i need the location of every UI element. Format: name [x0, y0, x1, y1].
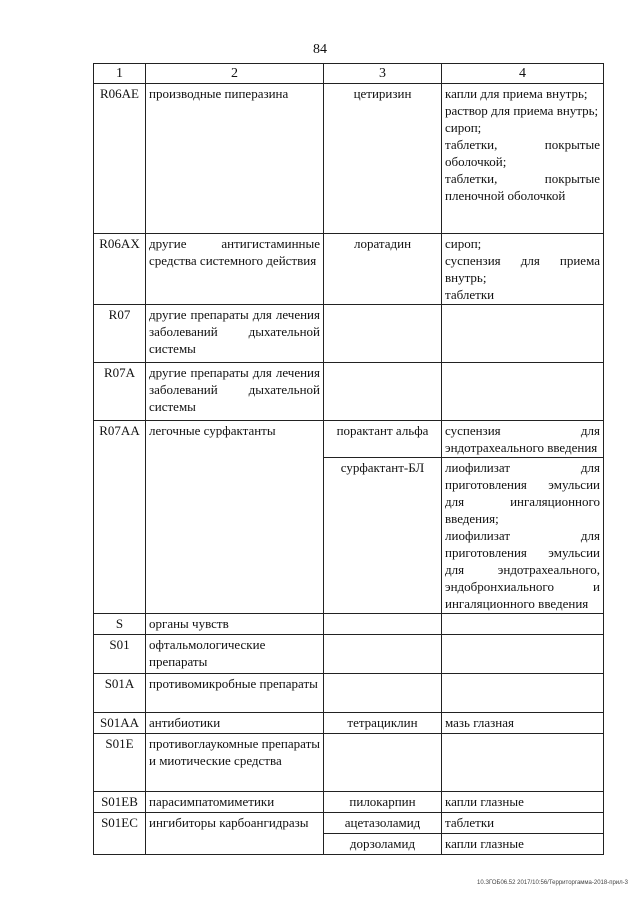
dosage-forms [442, 834, 604, 855]
atc-code: R06AX [94, 234, 146, 305]
header-col-3: 3 [324, 64, 442, 84]
dosage-form: сироп; [445, 120, 482, 135]
drug-name: тетрациклин [324, 713, 442, 734]
drug-name: сурфактант-БЛ [324, 458, 442, 614]
atc-code: S01A [94, 674, 146, 713]
table-row [94, 635, 604, 674]
group-name: другие препараты для лечения заболеваний дыхательной системы [146, 363, 324, 421]
header-col-4: 4 [442, 64, 604, 84]
drug-name: цетиризин [324, 84, 442, 234]
table-row [94, 734, 604, 792]
table-row [94, 305, 604, 363]
table-row [94, 363, 604, 421]
dosage-forms [442, 734, 604, 792]
dosage-forms [442, 813, 604, 834]
table-row [94, 234, 604, 305]
dosage-form: таблетки, покрытые оболочкой; [445, 137, 600, 169]
atc-code: R07 [94, 305, 146, 363]
group-name: офтальмологические препараты [146, 635, 324, 674]
table-row [94, 421, 604, 458]
dosage-form: таблетки, покрытые пленочной оболочкой [445, 171, 600, 203]
table-row [94, 674, 604, 713]
atc-code: R06AE [94, 84, 146, 234]
group-name: противомикробные препараты [146, 674, 324, 713]
atc-code: R07AA [94, 421, 146, 614]
dosage-forms [442, 792, 604, 813]
dosage-forms [442, 635, 604, 674]
group-name: парасимпатомиметики [146, 792, 324, 813]
drug-name [324, 363, 442, 421]
atc-code: S01AA [94, 713, 146, 734]
dosage-form: мазь глазная [445, 715, 514, 730]
atc-code: S [94, 614, 146, 635]
dosage-form: капли для приема внутрь; [445, 86, 588, 101]
dosage-forms [442, 84, 604, 234]
table-row [94, 84, 604, 234]
table-row [94, 614, 604, 635]
page-number: 84 [313, 42, 327, 57]
dosage-forms [442, 614, 604, 635]
dosage-form: раствор для приема внутрь; [445, 103, 599, 118]
dosage-form: лиофилизат для приготовления эмульсии для эндотрахеального, эндобронхиального и ингаляционного введения [445, 528, 600, 611]
drug-name: пилокарпин [324, 792, 442, 813]
header-col-1: 1 [94, 64, 146, 84]
group-name: противоглаукомные препараты и миотические средства [146, 734, 324, 792]
drug-name: дорзоламид [324, 834, 442, 855]
dosage-form: суспензия для приема внутрь; [445, 253, 600, 285]
dosage-form: суспензия для эндотрахеального введения [445, 423, 600, 455]
dosage-form: таблетки [445, 287, 495, 302]
dosage-forms [442, 363, 604, 421]
drug-name [324, 674, 442, 713]
table-header-row [94, 64, 604, 84]
group-name: органы чувств [146, 614, 324, 635]
drug-name: порактант альфа [324, 421, 442, 458]
table-row [94, 792, 604, 813]
table-row [94, 813, 604, 834]
atc-code: S01E [94, 734, 146, 792]
dosage-forms [442, 305, 604, 363]
group-name: антибиотики [146, 713, 324, 734]
dosage-forms [442, 234, 604, 305]
dosage-form: капли глазные [445, 836, 524, 851]
dosage-form: лиофилизат для приготовления эмульсии для ингаляционного введения; [445, 460, 600, 526]
group-name: другие препараты для лечения заболеваний дыхательной системы [146, 305, 324, 363]
dosage-forms [442, 713, 604, 734]
group-name: легочные сурфактанты [146, 421, 324, 614]
drug-list-table [93, 63, 604, 855]
atc-code: S01EB [94, 792, 146, 813]
header-col-2: 2 [146, 64, 324, 84]
drug-name [324, 635, 442, 674]
atc-code: S01EC [94, 813, 146, 855]
dosage-forms [442, 674, 604, 713]
dosage-forms [442, 421, 604, 458]
atc-code: R07A [94, 363, 146, 421]
dosage-form: сироп; [445, 236, 482, 251]
drug-name: лоратадин [324, 234, 442, 305]
group-name: производные пиперазина [146, 84, 324, 234]
dosage-forms [442, 458, 604, 614]
drug-name [324, 305, 442, 363]
dosage-form: таблетки [445, 815, 495, 830]
group-name: другие антигистаминные средства системного действия [146, 234, 324, 305]
atc-code: S01 [94, 635, 146, 674]
document-footer: 10.ЗГОБ06.52 2017/10:56/Территоргамма-2018-прил-3 [476, 880, 628, 886]
table-row [94, 713, 604, 734]
dosage-form: капли глазные [445, 794, 524, 809]
drug-name: ацетазоламид [324, 813, 442, 834]
group-name: ингибиторы карбоангидразы [146, 813, 324, 855]
drug-name [324, 734, 442, 792]
drug-name [324, 614, 442, 635]
